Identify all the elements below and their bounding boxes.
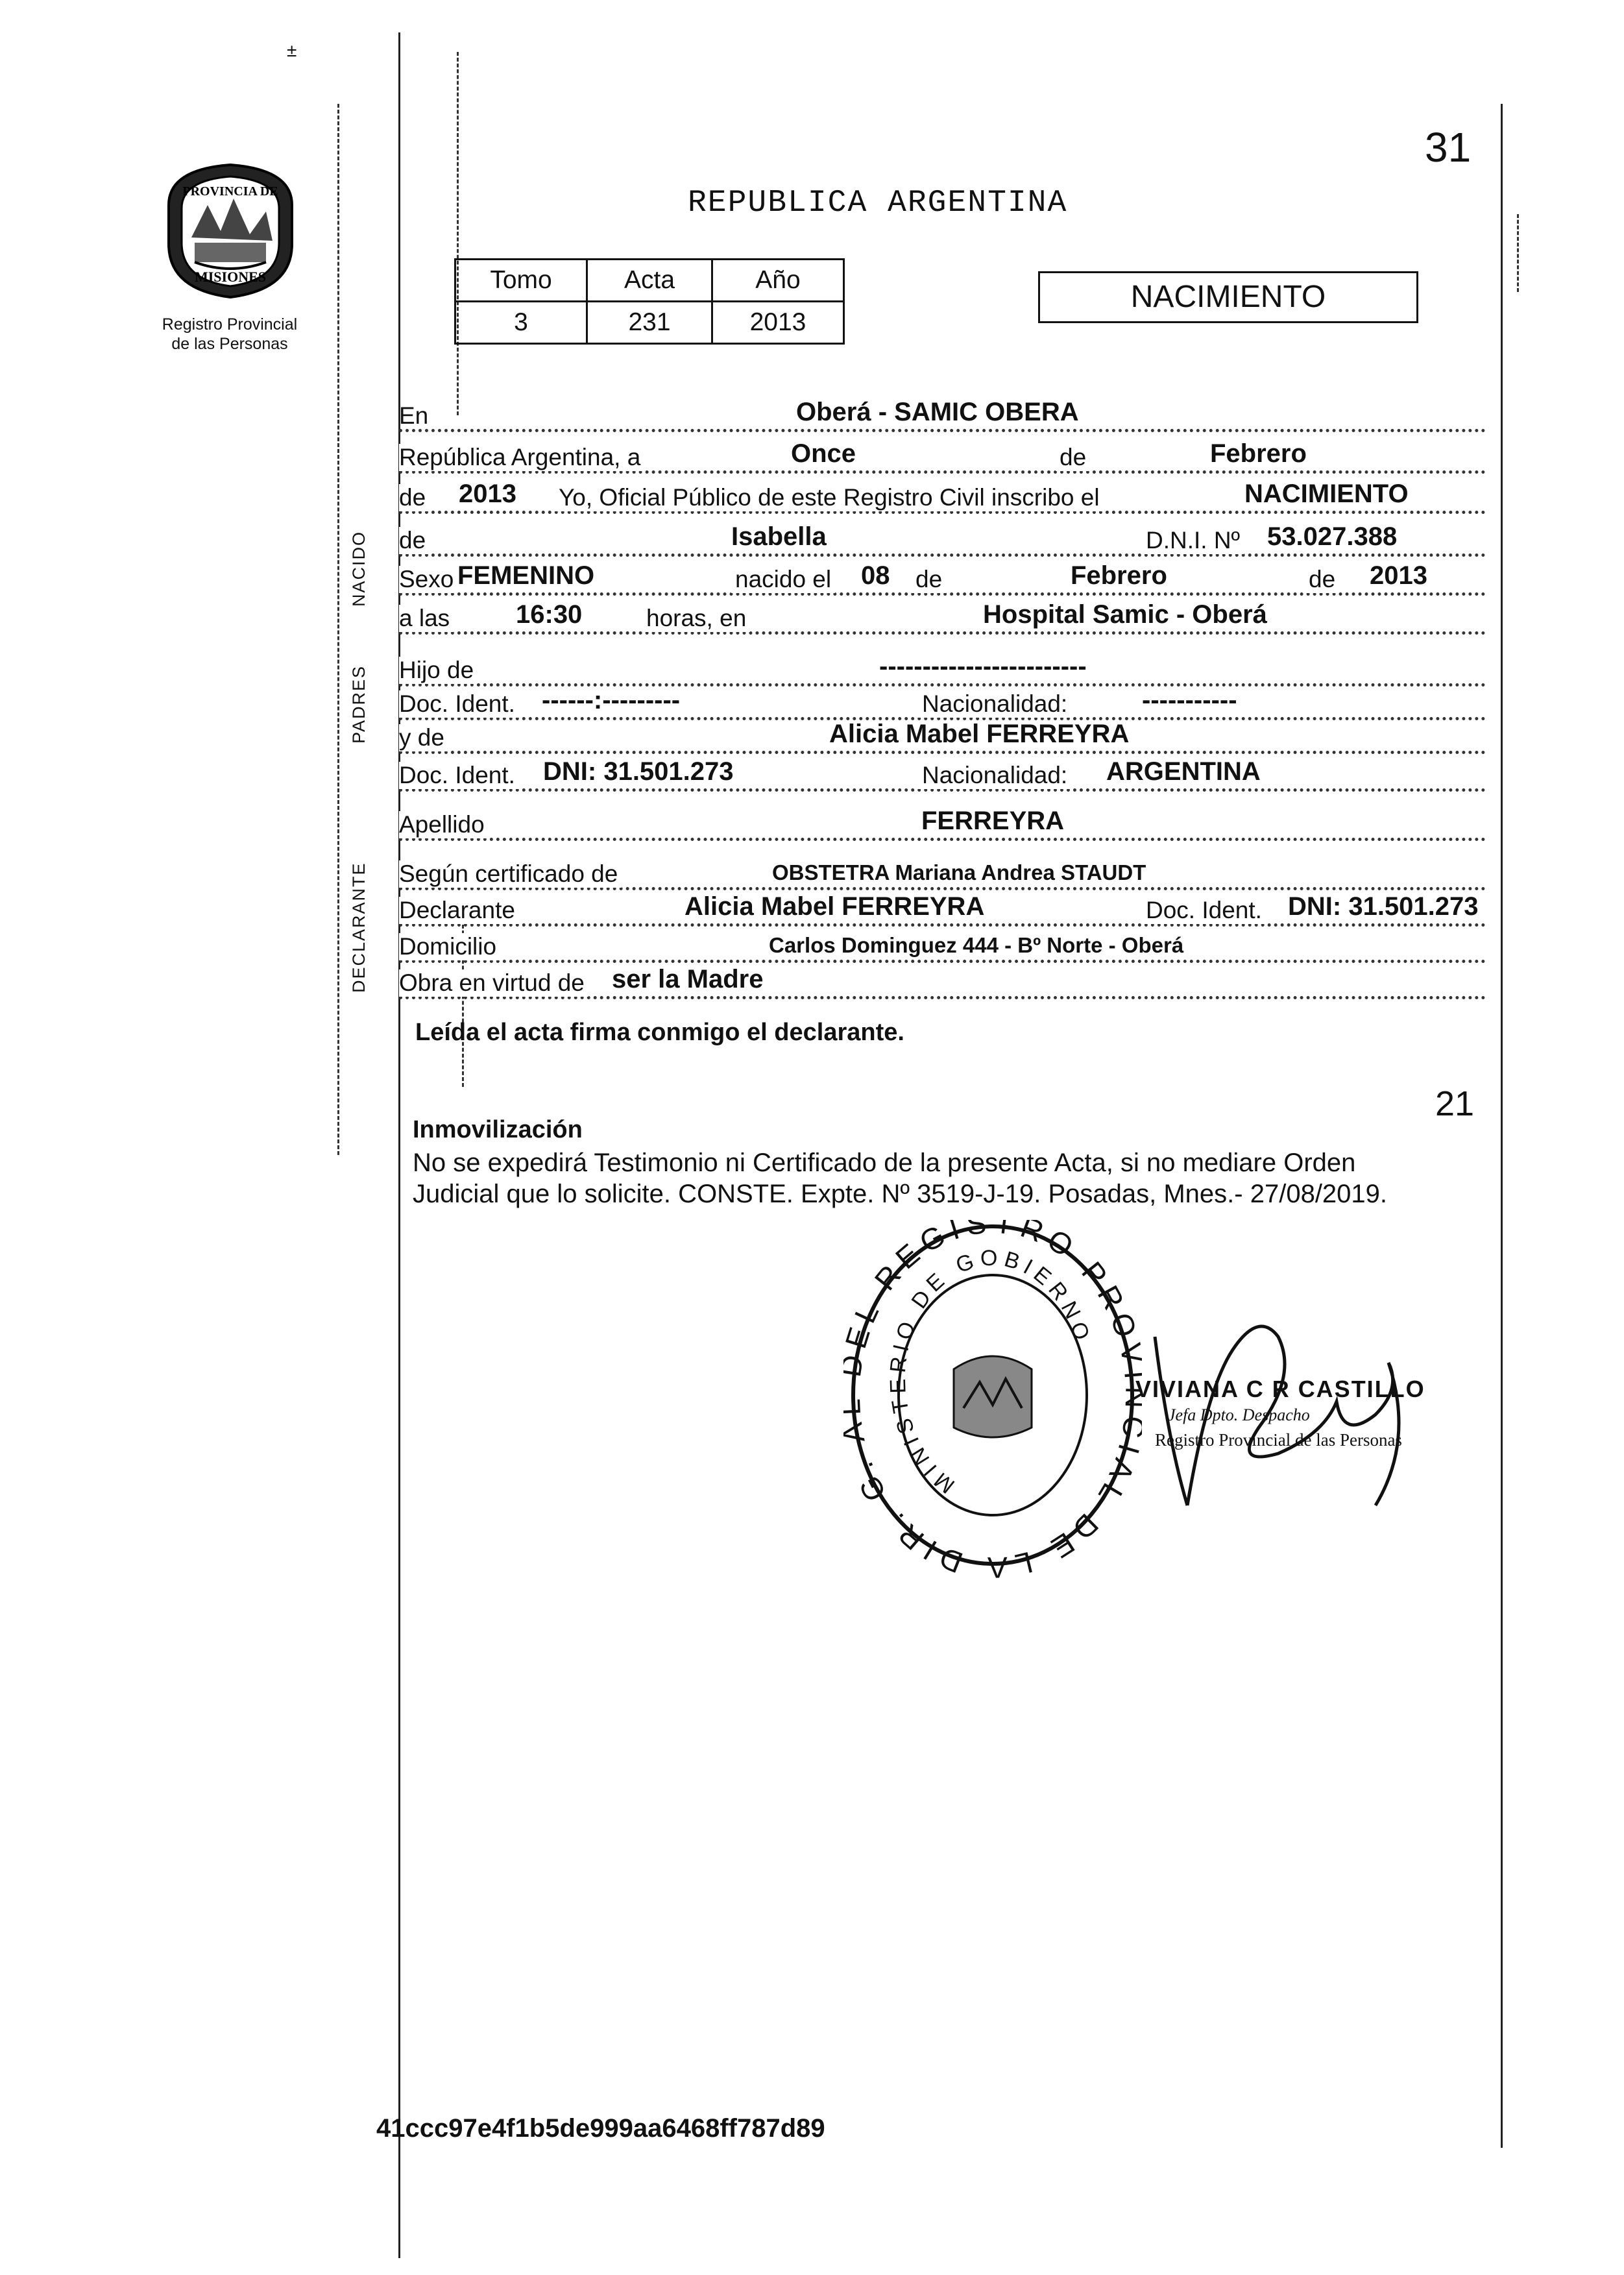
logo-caption-2: de las Personas [171,335,288,353]
address-value: Carlos Dominguez 444 - Bº Norte - Oberá [769,933,1184,957]
svg-text:PROVINCIA DE: PROVINCIA DE [182,184,278,199]
document-hash: 41ccc97e4f1b5de999aa6468ff787d89 [376,2114,825,2143]
register-header-acta: Acta [587,260,712,302]
year-value: 2013 [459,480,516,508]
dni-value: 53.027.388 [1267,522,1398,551]
page-number: 31 [1425,124,1472,171]
section-label-padres: PADRES [349,664,369,744]
section-label-declarante: DECLARANTE [349,862,369,993]
month-value: Febrero [1210,439,1307,468]
row-apellido: Apellido FERREYRA [399,809,1486,842]
sex-value: FEMENINO [457,561,595,590]
svg-text:DIR. G. AL DEL REGISTRO PROVIN: DIR. G. L REGISTRO PRO AL DE LA [843,1220,1142,1583]
row-doc1: Doc. Ident. ------:--------- Nacionalidad: ----------- [399,688,1486,722]
mother-value: Alicia Mabel FERREYRA [829,720,1130,748]
official-stamp [843,1220,1142,1583]
father-doc-value: ------:--------- [542,686,681,714]
birth-year-value: 2013 [1370,561,1427,590]
signature-office: Registro Provincial de las Personas [1155,1430,1402,1450]
register-header-tomo: Tomo [455,260,587,302]
row-doc2: Doc. Ident. DNI: 31.501.273 Nacionalidad: ARGENTINA [399,759,1486,793]
row-nombre: de Isabella D.N.I. Nº 53.027.388 [399,524,1486,558]
logo-caption-1: Registro Provincial [162,315,298,334]
doc-type-box [1038,271,1418,323]
time-value: 16:30 [516,600,583,629]
registry-stamp-icon [843,1220,1142,1583]
register-value-tomo: 3 [455,302,587,344]
inmov-title: Inmovilización [413,1116,583,1143]
birth-month-value: Febrero [1071,561,1167,590]
name-value: Isabella [731,522,827,551]
country-title: REPUBLICA ARGENTINA [688,186,1068,221]
misiones-seal-icon [156,160,305,302]
margin-line-right-2 [1517,214,1521,292]
father-value: ------------------------ [879,652,1087,681]
row-hijo: Hijo de ------------------------ [399,654,1486,688]
row-declarante: Declarante Alicia Mabel FERREYRA Doc. Ident. DNI: 31.501.273 [399,894,1486,928]
corner-mark: ± [287,40,297,60]
register-header-ano: Año [712,260,844,302]
place-value: Oberá - SAMIC OBERA [796,398,1079,426]
section-label-nacido: NACIDO [349,530,369,607]
declarant-value: Alicia Mabel FERREYRA [685,892,985,921]
margin-line-main [398,32,400,2258]
capacity-value: ser la Madre [612,965,764,993]
row-obra: Obra en virtud de ser la Madre [399,967,1486,1001]
act-type-value: NACIMIENTO [1244,480,1409,508]
row-madre: y de Alicia Mabel FERREYRA [399,722,1486,755]
inmov-line-2: Judicial que lo solicite. CONSTE. Expte. Nº 3519-J-19. Posadas, Mnes.- 27/08/2019. [413,1180,1388,1208]
margin-line-right [1501,104,1503,2148]
register-value-acta: 231 [587,302,712,344]
birth-place-value: Hospital Samic - Oberá [983,600,1267,629]
row-anio: de 2013 Yo, Oficial Público de este Registro Civil inscribo el NACIMIENTO [399,481,1486,515]
surname-value: FERREYRA [921,807,1065,835]
certificate-value: OBSTETRA Mariana Andrea STAUDT [772,860,1146,884]
row-segun: Según certificado de OBSTETRA Mariana Andrea STAUDT [399,858,1486,892]
declarant-doc-value: DNI: 31.501.273 [1288,892,1479,921]
signature-name: VIVIANA C R CASTILLO [1135,1376,1425,1402]
doc-type-label: NACIMIENTO [1130,280,1326,314]
signature-title: Jefa Dpto. Despacho [1168,1405,1310,1424]
annotation-number: 21 [1435,1084,1475,1123]
row-republica: República Argentina, a Once de Febrero [399,441,1486,475]
closing-text: Leída el acta firma conmigo el declarante. [415,1019,904,1046]
margin-line-left [337,104,341,1155]
row-domicilio: Domicilio Carlos Dominguez 444 - Bº Norte - Oberá [399,931,1486,964]
svg-text:MISIONES: MISIONES [194,269,267,285]
mother-doc-value: DNI: 31.501.273 [543,757,734,786]
province-logo [156,160,305,302]
register-value-ano: 2013 [712,302,844,344]
margin-line-inner [457,52,461,415]
day-value: Once [791,439,856,468]
birth-day-value: 08 [861,561,890,590]
row-en: En Oberá - SAMIC OBERA [399,400,1486,433]
svg-text:MINISTERIO DE GOBIERNO: MINISTERIO DE GOBIERNO [885,1245,1096,1498]
row-sexo: Sexo FEMENINO nacido el 08 de Febrero de 2013 [399,563,1486,597]
father-nationality-value: ----------- [1142,686,1237,714]
mother-nationality-value: ARGENTINA [1106,757,1261,786]
row-hora: a las 16:30 horas, en Hospital Samic - Oberá [399,602,1486,636]
register-table [454,258,845,345]
inmov-line-1: No se expedirá Testimonio ni Certificado de la presente Acta, si no mediare Orden [413,1149,1356,1177]
signature-block [1129,1311,1466,1518]
